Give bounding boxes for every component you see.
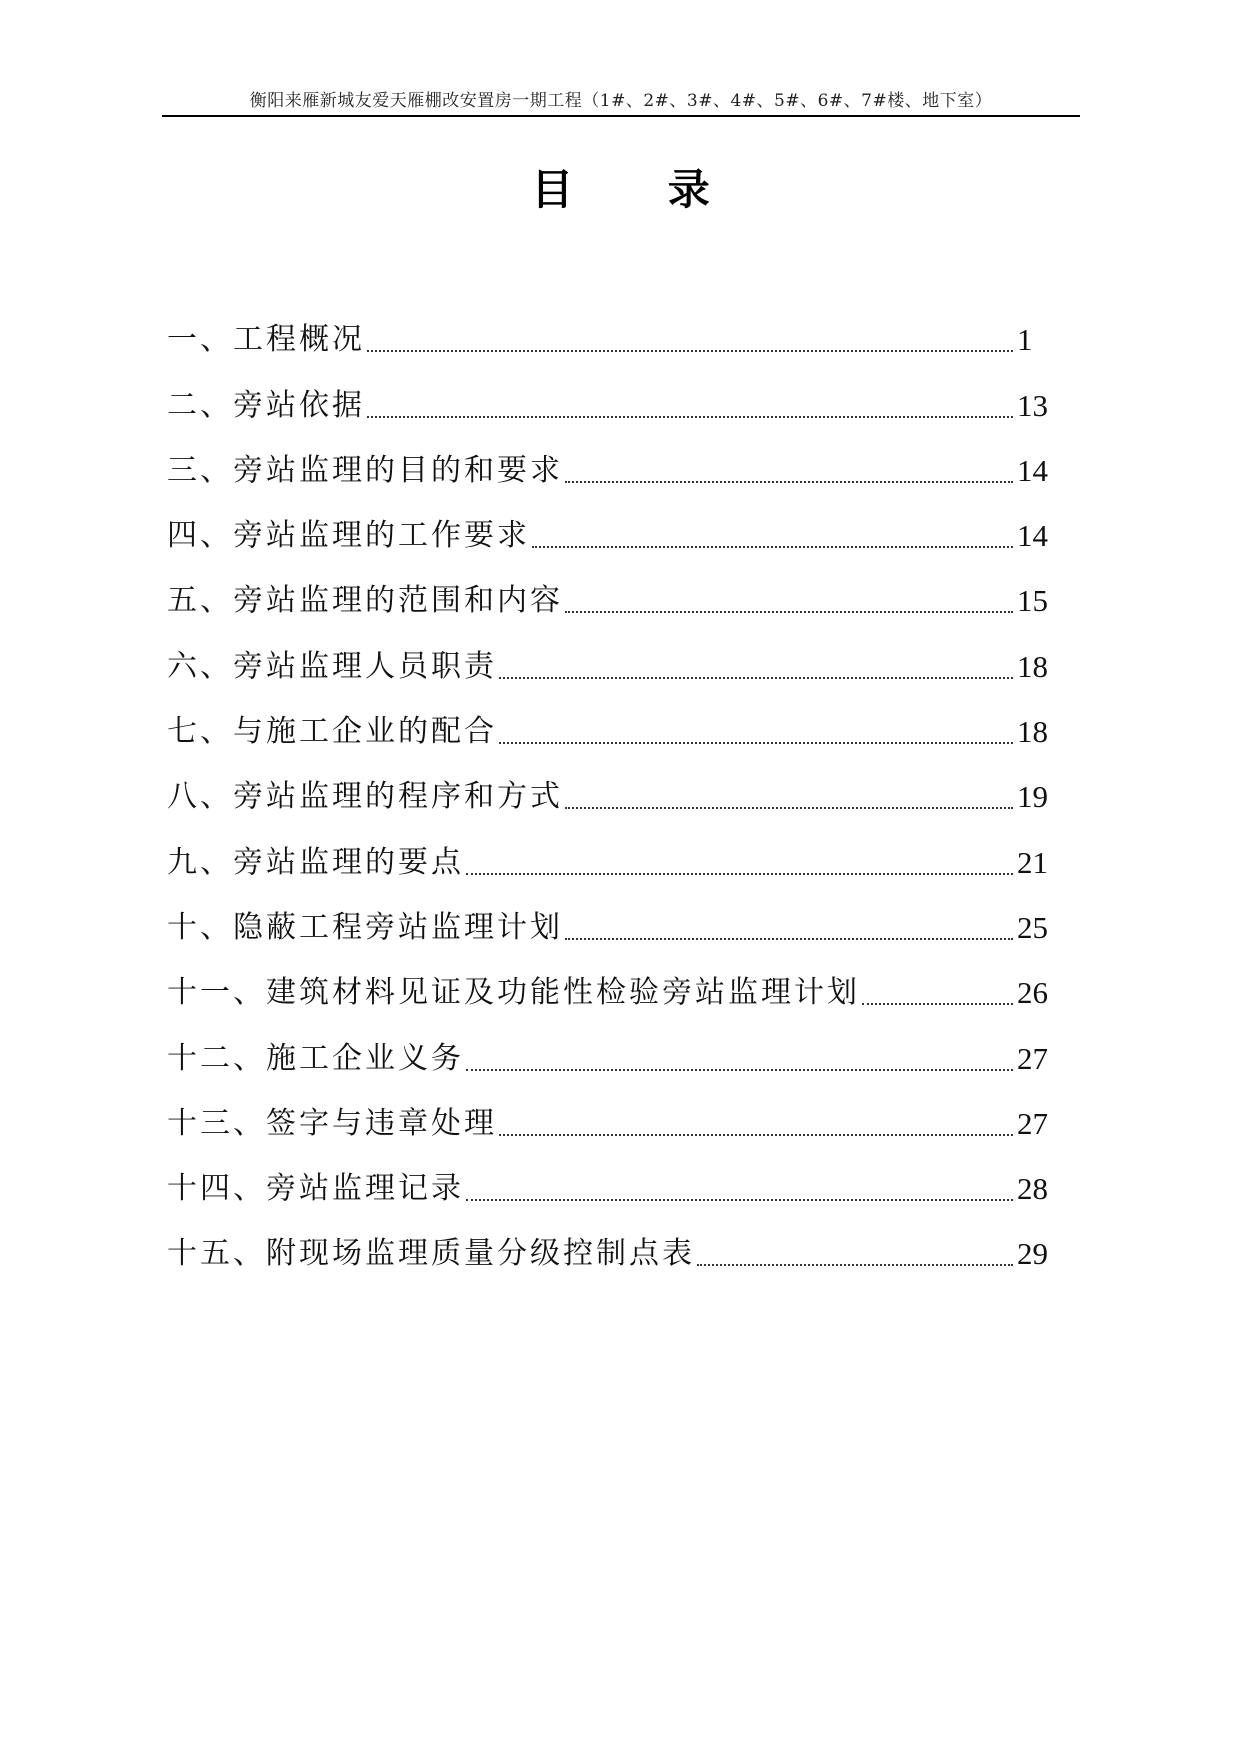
toc-entry[interactable] — [167, 1204, 1067, 1272]
header-rule — [162, 115, 1080, 117]
toc-entry-page: 18 — [1017, 648, 1048, 684]
toc-entry[interactable] — [167, 486, 1067, 554]
toc-dot-leader — [499, 676, 1013, 679]
toc-dot-leader — [565, 610, 1013, 613]
toc-dot-leader — [466, 1198, 1013, 1201]
toc-entry-label: 十三、签字与违章处理 — [167, 1105, 497, 1141]
toc-entry[interactable] — [167, 421, 1067, 486]
toc-entry[interactable] — [167, 355, 1067, 423]
toc-dot-leader — [367, 349, 1013, 352]
toc-entry[interactable] — [167, 1139, 1067, 1207]
toc-entry[interactable] — [167, 616, 1067, 684]
toc-entry[interactable] — [167, 290, 1067, 358]
toc-entry-page: 27 — [1017, 1040, 1048, 1076]
toc-entry-page: 14 — [1017, 452, 1048, 488]
toc-entry-page: 14 — [1017, 518, 1048, 554]
toc-entry-label: 四、旁站监理的工作要求 — [167, 518, 530, 554]
toc-entry-page: 27 — [1017, 1105, 1048, 1141]
toc-entry-label: 九、旁站监理的要点 — [167, 844, 464, 880]
toc-entry-label: 五、旁站监理的范围和内容 — [167, 583, 563, 619]
toc-entry-label: 七、与施工企业的配合 — [167, 714, 497, 750]
toc-entry[interactable] — [167, 747, 1067, 815]
toc-entry[interactable] — [167, 682, 1067, 750]
toc-dot-leader — [532, 545, 1013, 548]
toc-entry-label: 三、旁站监理的目的和要求 — [167, 452, 563, 488]
toc-dot-leader — [862, 1002, 1013, 1005]
toc-entry-label: 十一、建筑材料见证及功能性检验旁站监理计划 — [167, 975, 860, 1011]
toc-entry-page: 19 — [1017, 779, 1048, 815]
toc-entry[interactable] — [167, 812, 1067, 880]
toc-dot-leader — [466, 1068, 1013, 1071]
toc-entry-label: 二、旁站依据 — [167, 387, 365, 423]
toc-entry[interactable] — [167, 943, 1067, 1011]
toc-entry-label: 十五、附现场监理质量分级控制点表 — [167, 1236, 695, 1272]
toc-dot-leader — [565, 480, 1013, 483]
toc-dot-leader — [565, 806, 1013, 809]
toc-entry[interactable] — [167, 878, 1067, 943]
toc-entry-page: 29 — [1017, 1236, 1048, 1272]
toc-entry-page: 26 — [1017, 975, 1048, 1011]
page-header: 衡阳来雁新城友爱天雁棚改安置房一期工程（1#、2#、3#、4#、5#、6#、7#楼、地下室） — [249, 91, 993, 111]
toc-entry-page: 21 — [1017, 844, 1048, 880]
toc-entry-page: 28 — [1017, 1171, 1048, 1207]
document-title: 目 录 — [531, 165, 750, 214]
table-of-contents — [167, 290, 1067, 1272]
toc-entry-label: 六、旁站监理人员职责 — [167, 648, 497, 684]
toc-dot-leader — [697, 1263, 1013, 1266]
toc-entry-page: 18 — [1017, 714, 1048, 750]
toc-entry-label: 十二、施工企业义务 — [167, 1040, 464, 1076]
toc-entry-label: 八、旁站监理的程序和方式 — [167, 779, 563, 815]
toc-entry-page: 15 — [1017, 583, 1048, 619]
toc-dot-leader — [466, 872, 1013, 875]
toc-entry-page: 13 — [1017, 387, 1048, 423]
toc-entry[interactable] — [167, 1074, 1067, 1139]
toc-dot-leader — [367, 415, 1013, 418]
toc-entry-label: 十四、旁站监理记录 — [167, 1171, 464, 1207]
toc-entry-page: 1 — [1017, 322, 1033, 358]
toc-entry-page: 25 — [1017, 909, 1048, 945]
toc-entry[interactable] — [167, 1008, 1067, 1076]
toc-dot-leader — [565, 937, 1013, 940]
toc-entry-label: 一、工程概况 — [167, 322, 365, 358]
toc-entry-label: 十、隐蔽工程旁站监理计划 — [167, 909, 563, 945]
toc-entry[interactable] — [167, 551, 1067, 619]
toc-dot-leader — [499, 1133, 1013, 1136]
toc-dot-leader — [499, 741, 1013, 744]
